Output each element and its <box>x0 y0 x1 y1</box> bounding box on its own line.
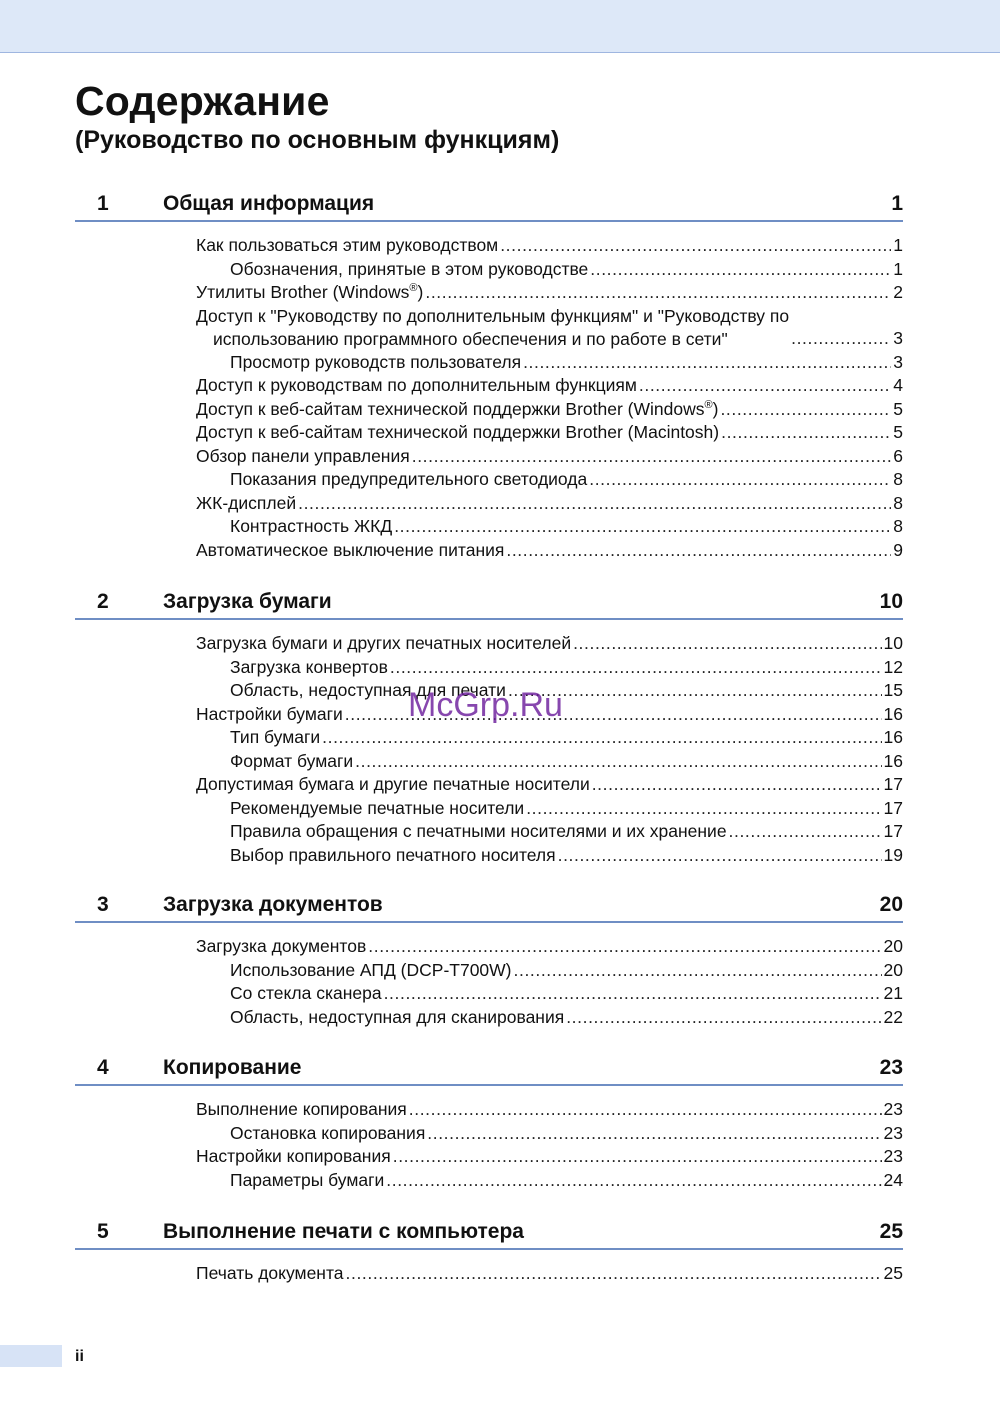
toc-entry-page: 4 <box>893 375 903 395</box>
toc-entry[interactable] <box>75 632 903 656</box>
toc-entry-page: 1 <box>893 258 903 279</box>
toc-entry-page: 19 <box>883 844 903 865</box>
chapter-title: Общая информация <box>163 192 375 215</box>
page-number: ii <box>75 1348 84 1365</box>
dot-leader <box>386 1169 881 1193</box>
toc-entry-label: ЖК-дисплей <box>196 492 297 513</box>
chapter-title: Копирование <box>163 1056 302 1079</box>
chapter-1 <box>75 186 903 562</box>
dot-leader <box>566 1006 881 1030</box>
toc-entry-list <box>75 1098 903 1192</box>
toc-entry-label: Загрузка документов <box>196 936 367 956</box>
toc-entry-page: 20 <box>883 936 903 956</box>
toc-entry-page: 8 <box>893 492 903 513</box>
dot-leader <box>384 982 882 1006</box>
dot-leader <box>394 515 891 539</box>
toc-entry-page: 16 <box>883 703 903 724</box>
toc-entry-label: Загрузка бумаги и других печатных носителей <box>196 633 572 653</box>
dot-leader <box>589 468 891 492</box>
footer-band <box>0 1345 62 1367</box>
dot-leader <box>506 539 891 563</box>
dot-leader <box>514 959 882 983</box>
toc-entry-page: 5 <box>893 422 903 442</box>
dot-leader <box>721 421 891 445</box>
toc-entry[interactable] <box>75 797 903 821</box>
toc-entry[interactable] <box>75 421 903 445</box>
toc-entry-page: 23 <box>883 1122 903 1143</box>
chapter-heading[interactable] <box>75 186 903 222</box>
toc-entry-page: 25 <box>883 1263 903 1283</box>
toc-entry-page: 3 <box>893 328 903 348</box>
toc-entry[interactable] <box>75 351 903 375</box>
toc-entry-page: 6 <box>893 445 903 466</box>
toc-entry-label: Обозначения, принятые в этом руководстве <box>230 258 589 279</box>
toc-entry[interactable] <box>75 1098 903 1122</box>
toc-entry[interactable] <box>75 820 903 844</box>
toc-entry-label: Доступ к руководствам по дополнительным функциям <box>196 375 637 395</box>
toc-entry-label: Доступ к веб-сайтам технической поддержки Brother (Windows®) <box>196 398 719 419</box>
toc-entry-page: 23 <box>883 1099 903 1119</box>
toc-entry-label: Тип бумаги <box>230 727 321 747</box>
toc-entry[interactable] <box>75 726 903 750</box>
dot-leader <box>590 258 891 282</box>
chapter-heading[interactable] <box>75 887 903 923</box>
chapter-page: 10 <box>879 590 903 613</box>
dot-leader <box>526 797 881 821</box>
toc-entry-page: 9 <box>893 539 903 560</box>
toc-entry-page: 5 <box>893 398 903 419</box>
dot-leader <box>729 820 882 844</box>
dot-leader <box>322 726 881 750</box>
toc-entry-page: 8 <box>893 516 903 536</box>
toc-entry-label: Формат бумаги <box>230 750 354 771</box>
toc-entry[interactable] <box>75 982 903 1006</box>
toc-entry[interactable] <box>75 258 903 282</box>
toc-entry-page: 16 <box>883 727 903 747</box>
toc-entry-label: Остановка копирования <box>230 1122 426 1143</box>
toc-entry-page: 1 <box>893 235 903 255</box>
toc-entry[interactable] <box>75 1145 903 1169</box>
toc-entry-label: Настройки копирования <box>196 1146 391 1166</box>
toc-entry-list <box>75 234 903 562</box>
dot-leader <box>508 679 882 703</box>
toc-entry[interactable] <box>75 656 903 680</box>
toc-entry-page: 17 <box>883 821 903 841</box>
toc-entry-page: 17 <box>883 797 903 818</box>
toc-entry-label: Автоматическое выключение питания <box>196 539 505 560</box>
chapter-4 <box>75 1050 903 1192</box>
watermark: McGrp.Ru <box>408 686 563 724</box>
toc-entry[interactable] <box>75 539 903 563</box>
toc-entry-page: 20 <box>883 959 903 980</box>
toc-entry-label: Область, недоступная для печати <box>230 680 506 700</box>
dot-leader <box>592 773 882 797</box>
dot-leader <box>791 327 891 351</box>
toc-entry-list <box>75 935 903 1029</box>
toc-entry-label: Контрастность ЖКД <box>230 516 393 536</box>
toc-entry[interactable] <box>75 959 903 983</box>
dot-leader <box>425 281 891 305</box>
chapter-number: 4 <box>97 1056 109 1079</box>
chapter-title: Загрузка бумаги <box>163 590 332 613</box>
chapter-number: 3 <box>97 893 109 916</box>
toc-entry[interactable] <box>75 492 903 516</box>
toc-entry[interactable] <box>75 398 903 422</box>
chapter-number: 5 <box>97 1220 109 1243</box>
page-subtitle: (Руководство по основным функциям) <box>75 126 560 154</box>
toc-entry[interactable] <box>75 935 903 959</box>
toc-entry-page: 17 <box>883 774 903 794</box>
toc-entry-page: 21 <box>883 983 903 1003</box>
toc-entry-label: Выбор правильного печатного носителя <box>230 844 556 865</box>
toc-entry-label: Настройки бумаги <box>196 703 343 724</box>
toc-entry-label: Использование АПД (DCP-T700W) <box>230 959 512 980</box>
toc-entry-label: Правила обращения с печатными носителями и их хранение <box>230 821 727 841</box>
toc-entry-label: Параметры бумаги <box>230 1169 385 1190</box>
toc-entry[interactable] <box>75 234 903 258</box>
chapter-5 <box>75 1214 903 1286</box>
chapter-page: 1 <box>891 192 903 215</box>
dot-leader <box>573 632 881 656</box>
toc-entry[interactable] <box>75 844 903 868</box>
dot-leader <box>639 374 891 398</box>
chapter-heading[interactable] <box>75 1214 903 1250</box>
chapter-title: Загрузка документов <box>163 893 383 916</box>
dot-leader <box>298 492 891 516</box>
toc-entry[interactable] <box>75 468 903 492</box>
toc-entry[interactable] <box>75 1006 903 1030</box>
dot-leader <box>500 234 891 258</box>
dot-leader <box>368 935 881 959</box>
toc-entry-label: Показания предупредительного светодиода <box>230 469 588 489</box>
dot-leader <box>393 1145 882 1169</box>
chapter-page: 25 <box>879 1220 903 1243</box>
toc-entry-label: Печать документа <box>196 1263 344 1283</box>
toc-entry-label: Доступ к веб-сайтам технической поддержки Brother (Macintosh) <box>196 422 720 442</box>
toc-entry[interactable] <box>75 773 903 797</box>
toc-entry-label: Допустимая бумага и другие печатные носители <box>196 774 590 794</box>
dot-leader <box>355 750 881 774</box>
toc-entry-label: Просмотр руководств пользователя <box>230 351 522 372</box>
dot-leader <box>409 1098 882 1122</box>
toc-entry-label: Со стекла сканера <box>230 983 382 1003</box>
chapter-page: 23 <box>879 1056 903 1079</box>
toc-entry[interactable] <box>75 515 903 539</box>
dot-leader <box>720 398 891 422</box>
header-band <box>0 0 1000 53</box>
toc-entry-page: 10 <box>883 633 903 653</box>
dot-leader <box>558 844 882 868</box>
toc-entry-page: 24 <box>883 1169 903 1190</box>
dot-leader <box>427 1122 881 1146</box>
toc-entry-label: Рекомендуемые печатные носители <box>230 797 525 818</box>
toc-entry-label: Обзор панели управления <box>196 445 410 466</box>
toc-entry-list <box>75 632 903 867</box>
toc-entry[interactable] <box>75 1169 903 1193</box>
toc-entry-page: 22 <box>883 1006 903 1027</box>
registered-mark: ® <box>704 398 713 411</box>
toc-entry[interactable] <box>75 750 903 774</box>
dot-leader <box>346 1262 882 1286</box>
toc-entry[interactable] <box>75 1122 903 1146</box>
toc-entry[interactable] <box>75 281 903 305</box>
toc-entry-page: 23 <box>883 1146 903 1166</box>
dot-leader <box>523 351 891 375</box>
chapter-page: 20 <box>879 893 903 916</box>
chapter-3 <box>75 887 903 1029</box>
toc-entry-list <box>75 1262 903 1286</box>
toc-entry[interactable] <box>75 305 903 351</box>
toc-entry[interactable] <box>75 445 903 469</box>
toc-entry-label: Загрузка конвертов <box>230 656 388 677</box>
toc-entry-page: 15 <box>883 680 903 700</box>
chapter-2 <box>75 584 903 867</box>
registered-mark: ® <box>409 282 418 295</box>
toc-entry-page: 8 <box>893 469 903 489</box>
dot-leader <box>390 656 882 680</box>
toc-entry-label: Доступ к "Руководству по дополнительным функциям" и "Руководству по использованию программного обеспечения и по работе в сети" <box>196 305 790 349</box>
toc-entry[interactable] <box>75 1262 903 1286</box>
chapter-number: 1 <box>97 192 109 215</box>
toc-entry-page: 16 <box>883 750 903 771</box>
toc-entry-label: Выполнение копирования <box>196 1099 407 1119</box>
toc-entry-page: 3 <box>893 351 903 372</box>
page-title: Содержание <box>75 78 330 124</box>
chapter-heading[interactable] <box>75 1050 903 1086</box>
dot-leader <box>412 445 892 469</box>
chapter-heading[interactable] <box>75 584 903 620</box>
toc-entry-page: 2 <box>893 282 903 302</box>
chapter-number: 2 <box>97 590 109 613</box>
chapter-title: Выполнение печати с компьютера <box>163 1220 524 1243</box>
toc-entry[interactable] <box>75 374 903 398</box>
toc-entry-label: Область, недоступная для сканирования <box>230 1006 565 1027</box>
toc-entry-page: 12 <box>883 656 903 677</box>
toc-entry-label: Утилиты Brother (Windows®) <box>196 282 424 302</box>
toc-entry-label: Как пользоваться этим руководством <box>196 235 499 255</box>
